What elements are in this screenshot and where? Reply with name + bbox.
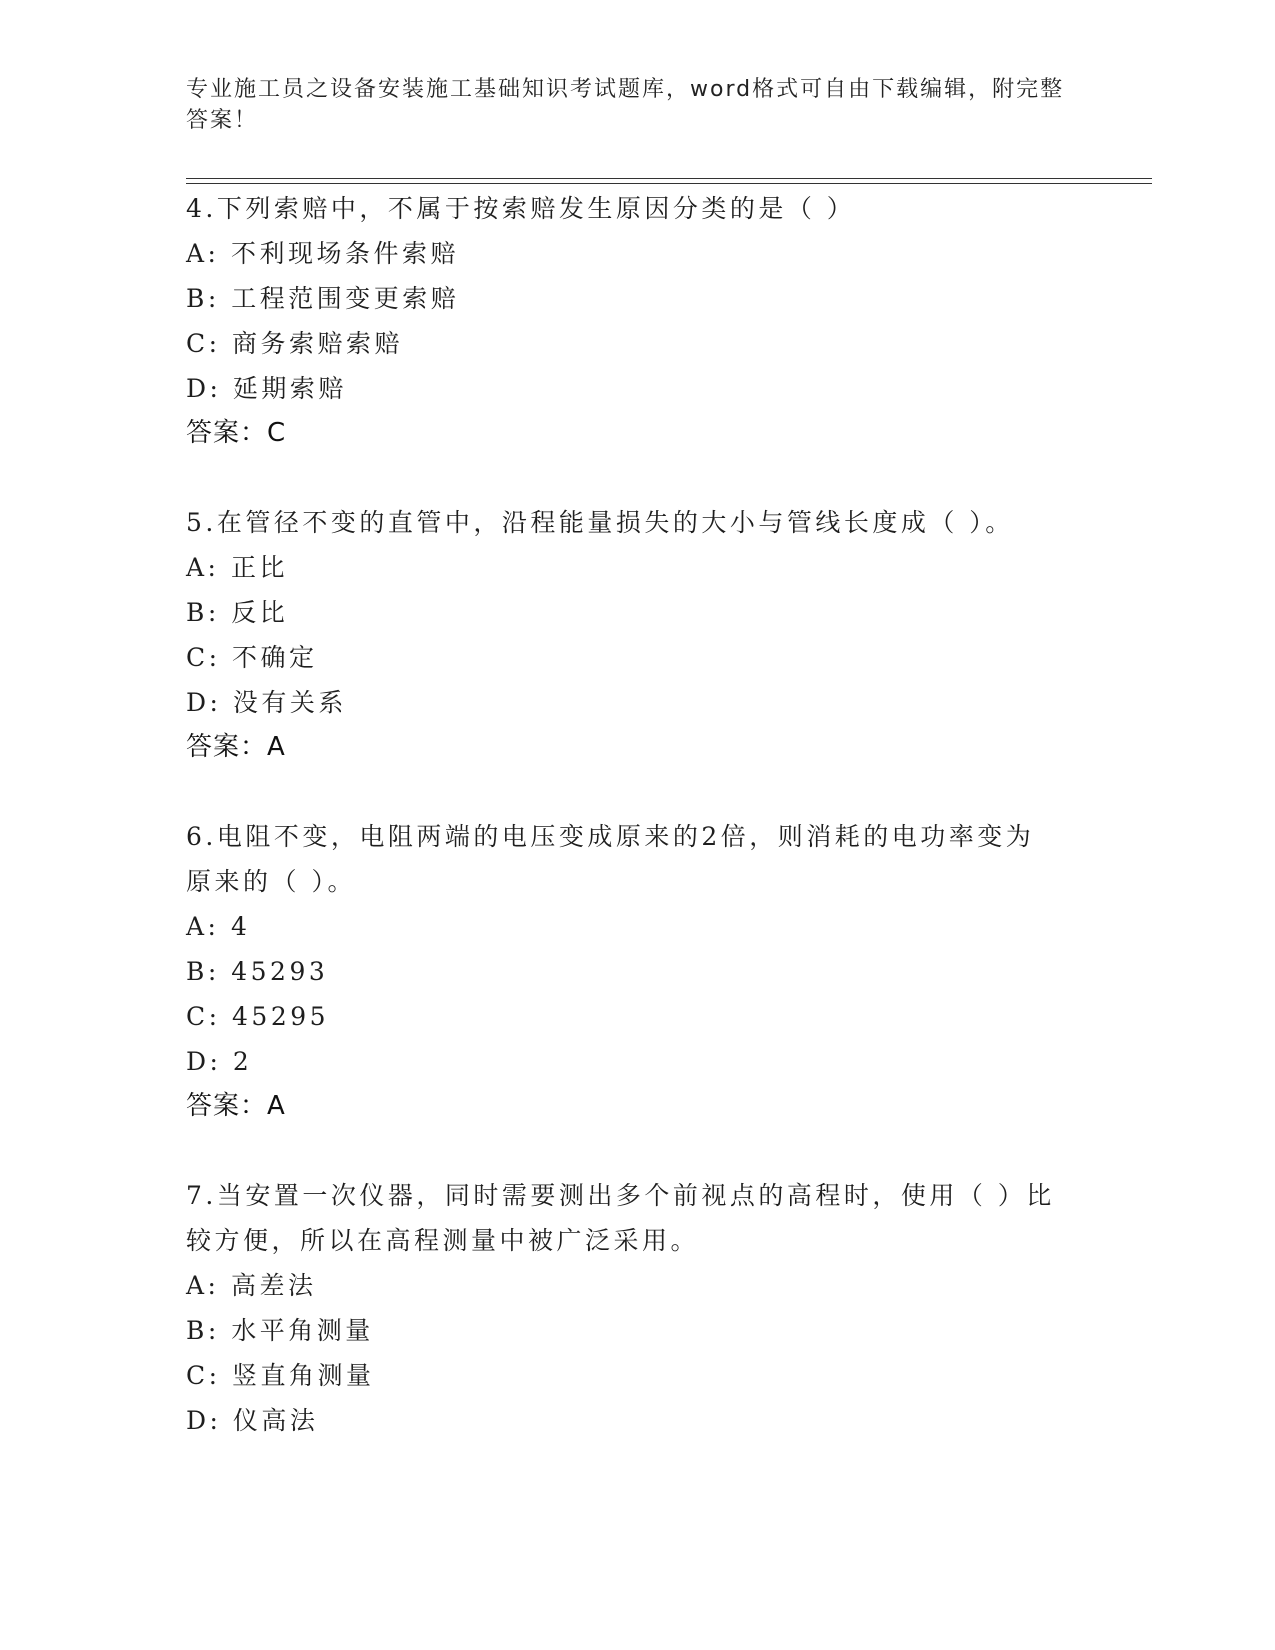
option-b	[186, 1308, 1086, 1353]
question-number: 7.	[186, 1181, 217, 1210]
option-text: 45293	[231, 957, 329, 986]
option-text: 竖直角测量	[232, 1361, 375, 1390]
header-divider-bottom	[186, 183, 1152, 184]
question-text: 当安置一次仪器，同时需要测出多个前视点的高程时，使用（ ）比	[216, 1181, 1055, 1210]
question-7	[186, 1173, 1086, 1443]
option-c	[186, 635, 1086, 680]
question-6-stem-line1	[186, 814, 1086, 859]
option-label: A:	[186, 912, 220, 941]
option-text: 不确定	[232, 643, 318, 672]
option-label: B:	[186, 957, 220, 986]
option-c	[186, 1353, 1086, 1398]
question-number: 6.	[186, 822, 217, 851]
option-label: C:	[186, 1002, 221, 1031]
option-label: A:	[186, 1271, 220, 1300]
option-c	[186, 321, 1086, 366]
option-label: D:	[186, 374, 222, 403]
option-label: D:	[186, 688, 222, 717]
option-d	[186, 1398, 1086, 1443]
question-text: 在管径不变的直管中，沿程能量损失的大小与管线长度成（ ）。	[216, 508, 1014, 537]
option-text: 正比	[230, 553, 288, 582]
question-4-stem	[186, 186, 1086, 231]
option-text: 不利现场条件索赔	[230, 239, 459, 268]
option-text: 仪高法	[232, 1406, 319, 1435]
option-label: A:	[186, 553, 220, 582]
question-4	[186, 186, 1086, 456]
option-label: C:	[186, 643, 221, 672]
option-label: B:	[186, 284, 220, 313]
question-number: 5.	[186, 508, 217, 537]
option-text: 工程范围变更索赔	[231, 284, 460, 313]
option-b	[186, 590, 1086, 635]
answer-line: 答案：A	[186, 732, 286, 762]
answer-line: 答案：A	[186, 1091, 286, 1121]
option-label: C:	[186, 329, 221, 358]
option-text: 没有关系	[232, 688, 347, 717]
header-divider-top	[186, 178, 1152, 179]
option-text: 高差法	[230, 1271, 317, 1300]
option-text: 水平角测量	[231, 1316, 374, 1345]
option-text: 45295	[232, 1002, 330, 1031]
option-b	[186, 276, 1086, 321]
option-text: 延期索赔	[232, 374, 347, 403]
option-a	[186, 545, 1086, 590]
option-d	[186, 680, 1086, 725]
option-label: C:	[186, 1361, 221, 1390]
option-b	[186, 949, 1086, 994]
option-d	[186, 366, 1086, 411]
question-6-stem-line2: 原来的（ ）。	[186, 867, 356, 896]
option-text: 反比	[231, 598, 289, 627]
option-label: D:	[186, 1406, 222, 1435]
document-header	[186, 74, 1066, 136]
option-c	[186, 994, 1086, 1039]
option-d	[186, 1039, 1086, 1084]
option-a	[186, 1263, 1086, 1308]
answer-line: 答案：C	[186, 418, 287, 448]
option-label: A:	[186, 239, 220, 268]
header-text: 专业施工员之设备安装施工基础知识考试题库，word格式可自由下载编辑，附完整答案！	[186, 77, 1065, 133]
option-text: 2	[232, 1047, 253, 1076]
option-label: D:	[186, 1047, 222, 1076]
question-5-stem	[186, 500, 1086, 545]
question-7-stem-line1	[186, 1173, 1086, 1218]
question-text: 下列索赔中，不属于按索赔发生原因分类的是（ ）	[216, 194, 856, 223]
question-text: 电阻不变，电阻两端的电压变成原来的2倍，则消耗的电功率变为	[216, 822, 1035, 851]
question-7-stem-line2: 较方便，所以在高程测量中被广泛采用。	[186, 1226, 700, 1255]
question-6	[186, 814, 1086, 1129]
option-label: B:	[186, 598, 220, 627]
question-number: 4.	[186, 194, 217, 223]
option-text: 商务索赔索赔	[232, 329, 404, 358]
option-a	[186, 231, 1086, 276]
question-5	[186, 500, 1086, 770]
option-text: 4	[230, 912, 251, 941]
option-a	[186, 904, 1086, 949]
option-label: B:	[186, 1316, 220, 1345]
